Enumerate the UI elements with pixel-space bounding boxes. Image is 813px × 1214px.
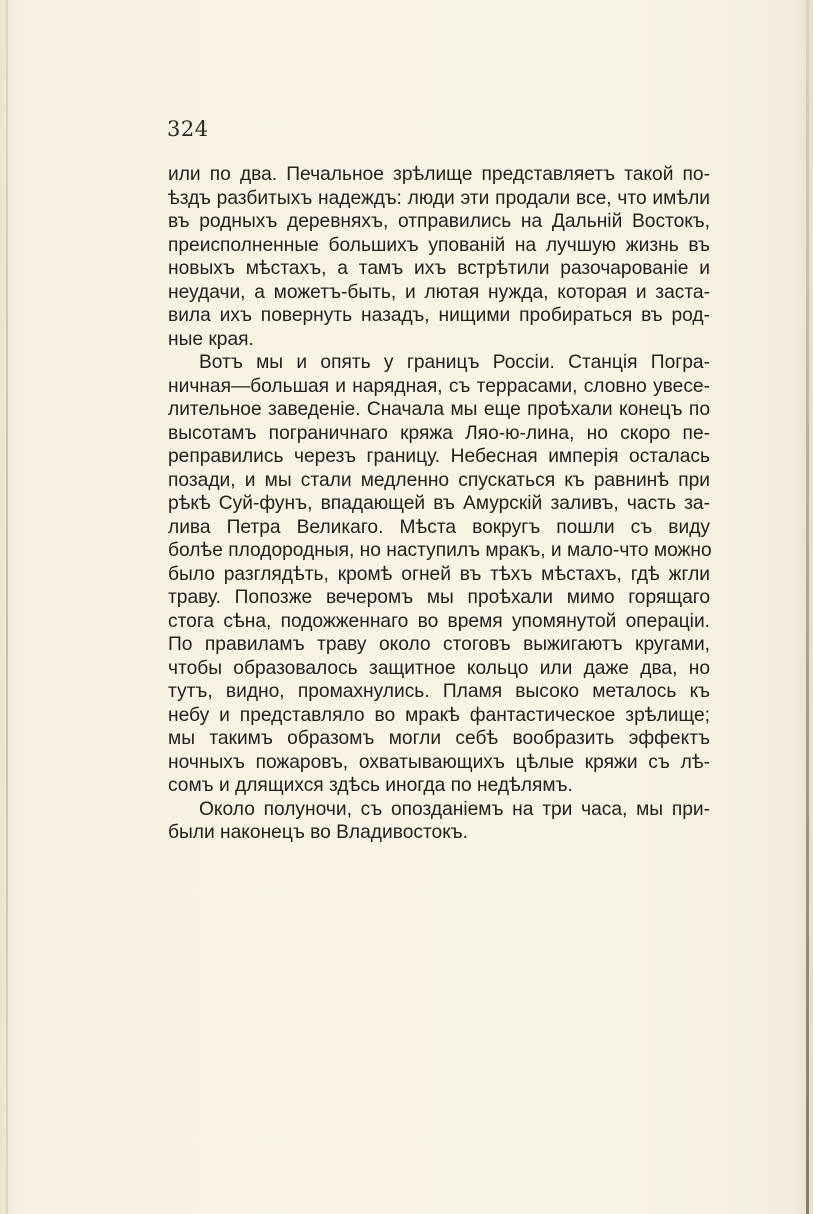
text-line: ничная—большая и нарядная, съ террасами, словно увесе- xyxy=(168,375,710,397)
text-line: По правиламъ траву около стоговъ выжигаютъ кругами, xyxy=(168,634,710,655)
page-number: 324 xyxy=(167,117,209,141)
text-line: было разглядѣть, кромѣ огней въ тѣхъ мѣстахъ, гдѣ жгли xyxy=(168,563,710,585)
text-line: вила ихъ повернуть назадъ, нищими пробираться въ род- xyxy=(168,305,710,326)
text-line: болѣе плодородныя, но наступилъ мракъ, и мало-что можно xyxy=(168,540,712,561)
text-line: чтобы образовалось защитное кольцо или даже два, но xyxy=(168,657,710,679)
text-line: стога сѣна, подожженнаго во время упомянутой операціи. xyxy=(168,610,710,632)
text-line: высотамъ пограничнаго кряжа Ляо-ю-лина, но скоро пе- xyxy=(168,422,710,444)
text-line: ѣздъ разбитыхъ надеждъ: люди эти продали все, что имѣли xyxy=(168,187,710,209)
text-line: или по два. Печальное зрѣлище представляетъ такой по- xyxy=(168,164,710,185)
text-line: мы такимъ образомъ могли себѣ вообразить эффектъ xyxy=(168,728,710,749)
text-line: были наконецъ во Владивостокъ. xyxy=(168,822,468,843)
text-line: Вотъ мы и опять у границъ Россіи. Станція Погра- xyxy=(199,352,710,373)
text-line: новыхъ мѣстахъ, а тамъ ихъ встрѣтили разочарованіе и xyxy=(168,258,710,279)
text-line: въ родныхъ деревняхъ, отправились на Дальній Востокъ, xyxy=(168,211,710,232)
text-line: Около полуночи, съ опозданіемъ на три часа, мы при- xyxy=(199,798,710,820)
text-line: небу и представляло во мракѣ фантастическое зрѣлище; xyxy=(168,704,710,726)
text-line: траву. Попозже вечеромъ мы проѣхали мимо горящаго xyxy=(168,587,710,608)
text-line: лительное заведеніе. Сначала мы еще проѣхали конецъ по xyxy=(168,399,710,420)
body-text xyxy=(168,163,710,845)
text-line: позади, и мы стали медленно спускаться къ равнинѣ при xyxy=(168,469,710,491)
text-line: неудачи, а можетъ-быть, и лютая нужда, которая и заста- xyxy=(168,281,710,303)
text-line: преисполненные большихъ упованій на лучшую жизнь въ xyxy=(168,234,710,256)
text-line: сомъ и длящихся здѣсь иногда по недѣлямъ. xyxy=(168,775,573,796)
page-right-edge xyxy=(806,0,809,1214)
page-left-edge xyxy=(6,0,8,1214)
text-line: рѣкѣ Суй-фунъ, впадающей въ Амурскій заливъ, часть за- xyxy=(168,493,710,514)
text-line: тутъ, видно, промахнулись. Пламя высоко металось къ xyxy=(168,681,710,702)
text-line: ночныхъ пожаровъ, охватывающихъ цѣлые кряжи съ лѣ- xyxy=(168,751,710,773)
text-line: лива Петра Великаго. Мѣста вокругъ пошли съ виду xyxy=(168,516,710,538)
text-line: ные края. xyxy=(168,328,254,350)
text-line: реправились черезъ границу. Небесная имперія осталась xyxy=(168,446,710,467)
